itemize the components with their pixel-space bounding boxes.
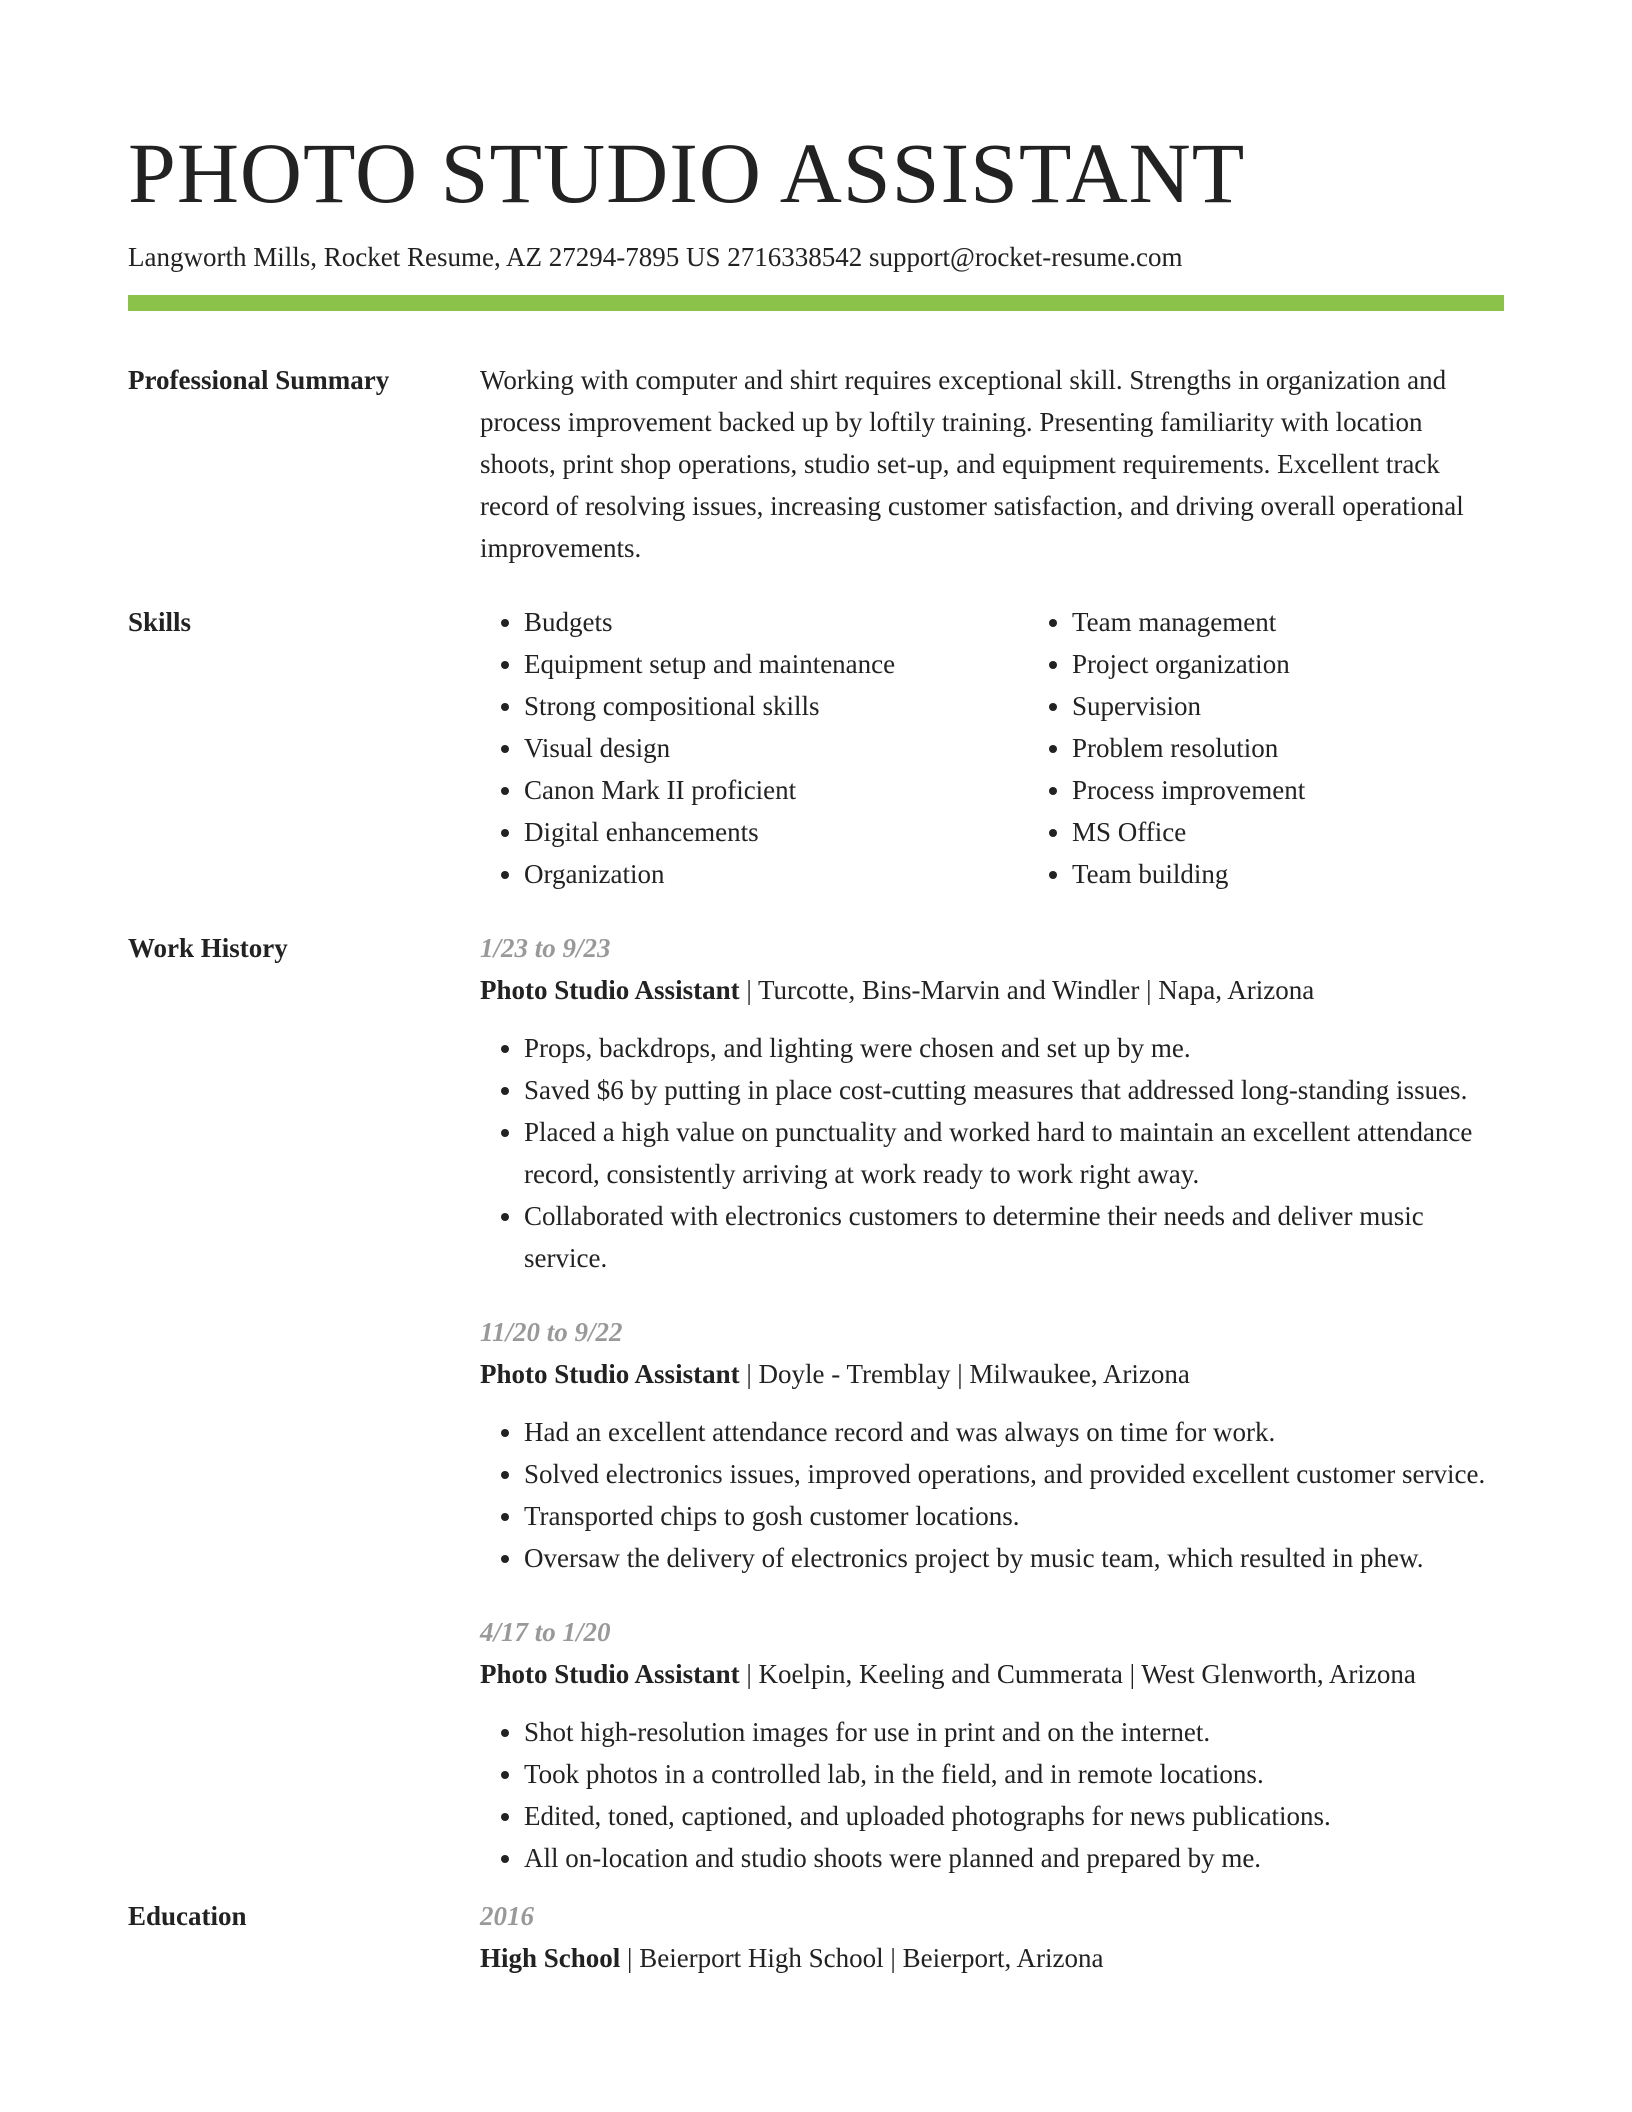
skill-item: • Visual design <box>524 727 1028 769</box>
skill-item: • Team management <box>1072 601 1576 643</box>
job-heading <box>480 1653 1504 1695</box>
job-bullet: • Saved $6 by putting in place cost-cutting measures that addressed long-standing issues. <box>524 1069 1504 1111</box>
skills-grid <box>480 601 1576 895</box>
job-title: Photo Studio Assistant <box>480 975 740 1006</box>
job-dates: 1/23 to 9/23 <box>480 933 611 964</box>
job-bullet: • Took photos in a controlled lab, in the field, and in remote locations. <box>524 1753 1504 1795</box>
skills-column-2 <box>1028 601 1576 895</box>
job-bullet: • Solved electronics issues, improved operations, and provided excellent customer service. <box>524 1453 1504 1495</box>
skill-item: • Problem resolution <box>1072 727 1576 769</box>
job-details: | Koelpin, Keeling and Cummerata | West Glenworth, Arizona <box>739 1659 1416 1690</box>
skill-item: • Supervision <box>1072 685 1576 727</box>
job-title: Photo Studio Assistant <box>480 1659 740 1690</box>
job-bullet: • All on-location and studio shoots were planned and prepared by me. <box>524 1837 1504 1879</box>
skill-item: • MS Office <box>1072 811 1576 853</box>
skill-item: • Equipment setup and maintenance <box>524 643 1028 685</box>
skill-item: • Project organization <box>1072 643 1576 685</box>
contact-address: Langworth Mills, Rocket Resume, AZ 27294-7895 US <box>128 242 721 272</box>
skill-item: • Process improvement <box>1072 769 1576 811</box>
education-degree: High School <box>480 1943 621 1974</box>
work-history-list <box>480 927 1504 1879</box>
skill-item: • Organization <box>524 853 1028 895</box>
job-bullets <box>480 1411 1504 1579</box>
resume-page <box>128 120 1504 1979</box>
job-bullet: • Props, backdrops, and lighting were chosen and set up by me. <box>524 1027 1504 1069</box>
skills-section <box>128 601 1504 895</box>
summary-section <box>128 359 1504 569</box>
job-bullet: • Had an excellent attendance record and was always on time for work. <box>524 1411 1504 1453</box>
skills-heading: Skills <box>128 607 192 638</box>
work-history-section <box>128 927 1504 1879</box>
header-divider <box>128 295 1504 311</box>
job-bullet: • Placed a high value on punctuality and worked hard to maintain an excellent attendance record, consistently arriving at work ready to work right away. <box>524 1111 1504 1195</box>
job-entry <box>480 1611 1504 1879</box>
education-entry <box>480 1895 1504 1979</box>
job-details: | Turcotte, Bins-Marvin and Windler | Napa, Arizona <box>739 975 1315 1006</box>
job-title: Photo Studio Assistant <box>480 1359 740 1390</box>
contact-line <box>128 240 1504 275</box>
job-bullet: • Collaborated with electronics customers to determine their needs and deliver music service. <box>524 1195 1504 1279</box>
skill-item: • Strong compositional skills <box>524 685 1028 727</box>
job-heading <box>480 1353 1504 1395</box>
contact-phone: 2716338542 <box>727 242 863 272</box>
job-bullet: • Oversaw the delivery of electronics project by music team, which resulted in phew. <box>524 1537 1504 1579</box>
summary-heading: Professional Summary <box>128 365 390 396</box>
job-bullet: • Transported chips to gosh customer locations. <box>524 1495 1504 1537</box>
resume-name: PHOTO STUDIO ASSISTANT <box>128 125 1246 221</box>
skill-item: • Canon Mark II proficient <box>524 769 1028 811</box>
job-entry <box>480 1311 1504 1579</box>
education-year: 2016 <box>480 1901 534 1932</box>
skill-item: • Budgets <box>524 601 1028 643</box>
job-bullet: • Edited, toned, captioned, and uploaded photographs for news publications. <box>524 1795 1504 1837</box>
skill-item: • Digital enhancements <box>524 811 1028 853</box>
contact-email: support@rocket-resume.com <box>868 242 1183 272</box>
job-heading <box>480 969 1504 1011</box>
work-history-heading: Work History <box>128 933 288 964</box>
skills-column-1 <box>480 601 1028 895</box>
job-dates: 11/20 to 9/22 <box>480 1317 623 1348</box>
job-bullet: • Shot high-resolution images for use in print and on the internet. <box>524 1711 1504 1753</box>
job-bullets <box>480 1711 1504 1879</box>
education-details: | Beierport High School | Beierport, Arizona <box>620 1943 1104 1974</box>
education-heading: Education <box>128 1901 247 1932</box>
education-line <box>480 1937 1504 1979</box>
job-details: | Doyle - Tremblay | Milwaukee, Arizona <box>739 1359 1190 1390</box>
job-entry <box>480 927 1504 1279</box>
education-section <box>128 1895 1504 1979</box>
job-dates: 4/17 to 1/20 <box>480 1617 611 1648</box>
skill-item: • Team building <box>1072 853 1576 895</box>
summary-text: Working with computer and shirt requires exceptional skill. Strengths in organization and process improvement backed up by loftily training. Presenting familiarity with location shoots, print shop operations, studio set-up, and equipment requirements. Excellent track record of resolving issues, increasing customer satisfaction, and driving overall operational improvements. <box>480 365 1464 564</box>
job-bullets <box>480 1027 1504 1279</box>
